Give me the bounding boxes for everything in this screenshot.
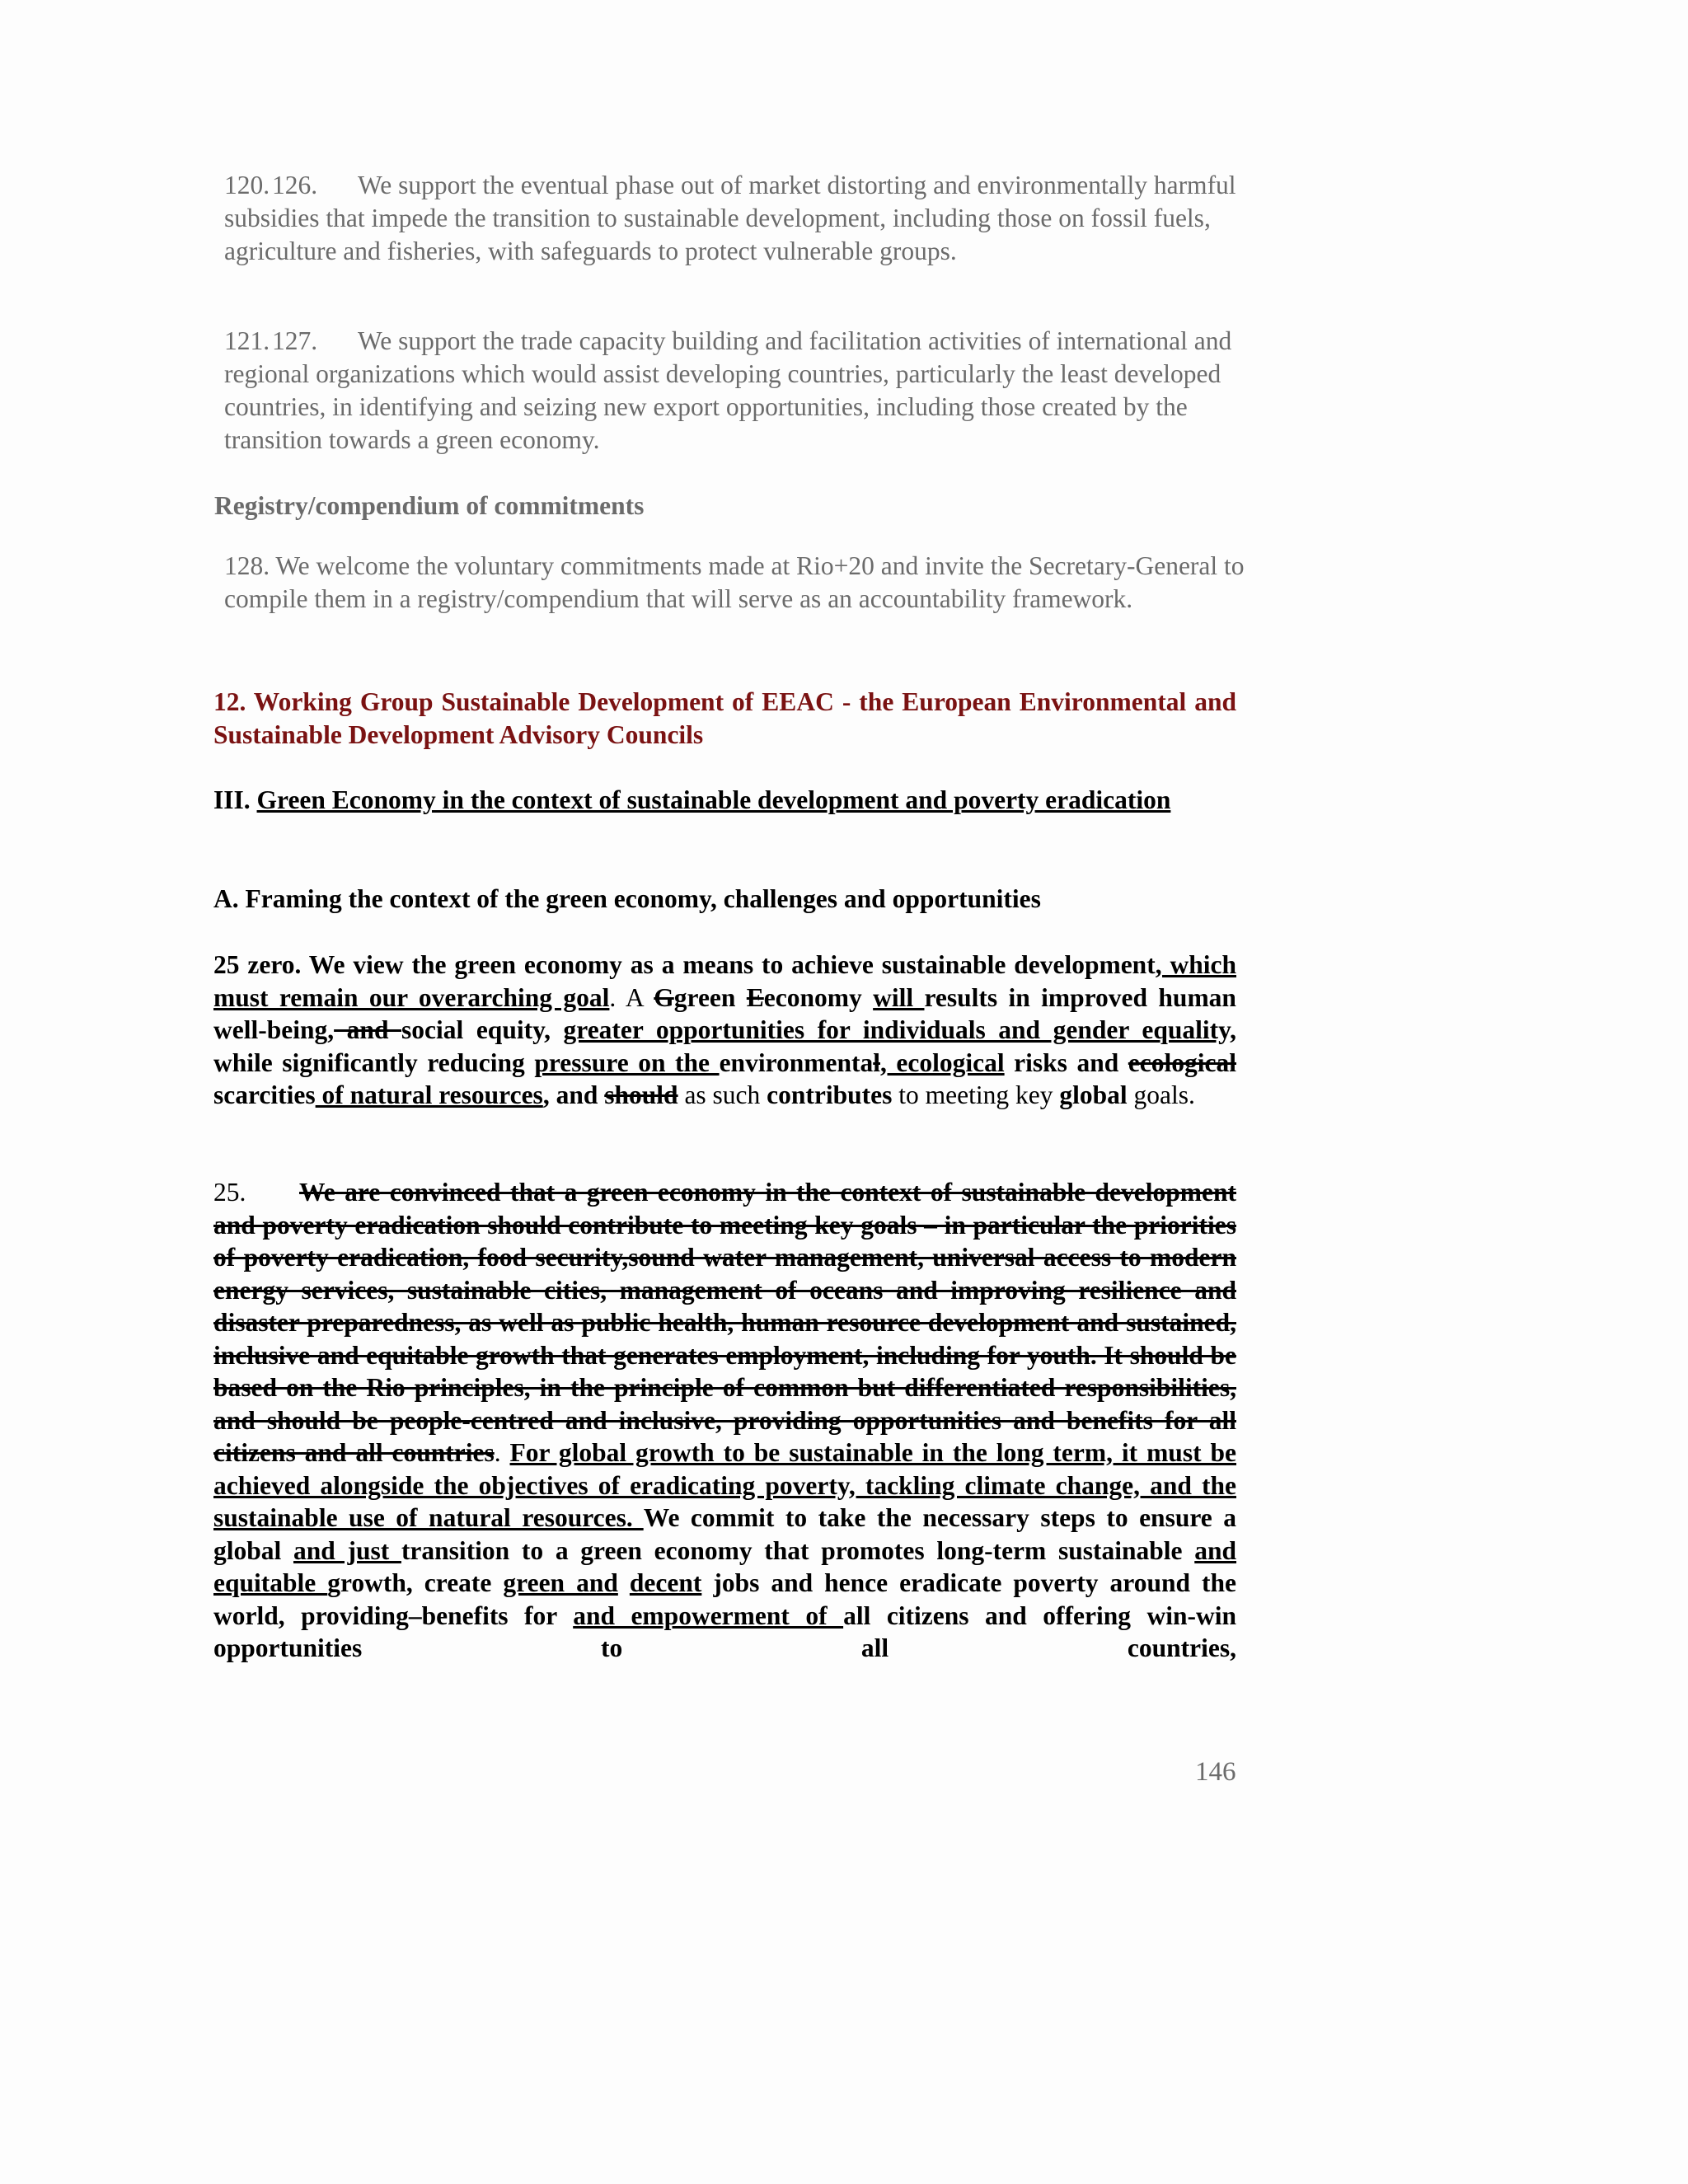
paragraph-number: 25. (213, 1178, 246, 1207)
text-run: environmenta (719, 1047, 874, 1077)
inserted-text: and just (293, 1535, 401, 1565)
text-run: transition to a green economy that promotes long-term sustainable (401, 1535, 1195, 1565)
inserted-text: green and (503, 1568, 618, 1597)
paragraph-126 (224, 169, 1246, 268)
text-run: . (494, 1438, 510, 1467)
text-run: contributes (767, 1080, 893, 1109)
paragraph-number: 126. (272, 171, 318, 199)
registry-heading: Registry/compendium of commitments (214, 491, 645, 520)
text-run: risks and (1004, 1047, 1128, 1077)
paragraph-number: 121. (224, 326, 270, 355)
text-run: jobs and hence eradicate poverty around the world, providing–benefits for (213, 1568, 1237, 1630)
inserted-text: pressure on the (534, 1047, 720, 1077)
text-run: all citizens and offering win-win opportunities to all countries, (213, 1601, 1237, 1662)
text-run: while significantly reducing (213, 1047, 535, 1077)
paragraph-number: 120. (224, 171, 270, 199)
text-run: , and (542, 1080, 605, 1109)
paragraph-number: 127. (272, 326, 318, 355)
text-run: 25 zero. We view the green economy as a means to achieve sustainable development (213, 950, 1156, 979)
paragraph-text: We support the trade capacity building and facilitation activities of international and regional organizations which would assist developing countries, particularly the least developed countries, in identifying and seizing new export opportunities, including those created by the transition towards a green economy. (224, 326, 1232, 454)
text-run: global (1059, 1080, 1128, 1109)
page-number: 146 (1195, 1757, 1236, 1787)
deleted-text: and (334, 1015, 402, 1044)
section-12-title: 12. Working Group Sustainable Development of EEAC - the European Environmental and Sustainable Development Advisory Councils (213, 687, 1236, 749)
text-run: growth, create (327, 1568, 504, 1597)
paragraph-127 (224, 325, 1246, 457)
deleted-text: E (746, 982, 764, 1012)
paragraph-25-zero (213, 949, 1236, 1112)
text-run: as such (678, 1080, 767, 1109)
heading-text: Green Economy in the context of sustainable development and poverty eradication (256, 785, 1171, 814)
deleted-text: We are convinced that a green economy in the context of sustainable development and poverty eradication should contribute to meeting key goals – in particular the priorities of poverty eradication, food security,sound water management, universal access to modern energy services, sustainable cities, management of oceans and improving resilience and disaster preparedness, as well as public health, human resource development and sustained, inclusive and equitable growth that generates employment, including for youth. It should be based on the Rio principles, in the principle of common but differentiated responsibilities, and should be people-centred and inclusive, providing opportunities and benefits for all citizens and all countries (213, 1178, 1236, 1467)
text-run: green (673, 982, 747, 1012)
inserted-text: greater opportunities for individuals and gender equality, (563, 1015, 1236, 1044)
deleted-text: G (654, 982, 674, 1012)
inserted-text: will (873, 982, 925, 1012)
inserted-text: , which must remain our overarching goal (213, 950, 1236, 1012)
paragraph-25 (213, 1176, 1236, 1665)
deleted-text: should (604, 1080, 678, 1109)
inserted-text: and empowerment of (573, 1601, 844, 1630)
heading-number: III. (213, 785, 251, 814)
text-run: to meeting key (892, 1080, 1060, 1109)
deleted-text: l (873, 1047, 880, 1077)
text-run: results in improved human well-being (213, 982, 1236, 1044)
heading-a: A. Framing the context of the green economy, challenges and opportunities (213, 884, 1041, 913)
inserted-text: , ecological (880, 1047, 1005, 1077)
inserted-text: , (327, 1015, 335, 1044)
text-run: . A (609, 982, 654, 1012)
deleted-text: ecological (1128, 1047, 1237, 1077)
inserted-text: For global growth to be sustainable in the long term, it must be achieved alongside the objectives of eradicating poverty, tackling climate change, and the sustainable use of natural resources. (213, 1438, 1236, 1532)
paragraph-text: We support the eventual phase out of market distorting and environmentally harmful subsidies that impede the transition to sustainable development, including those on fossil fuels, agriculture and fisheries, with safeguards to protect vulnerable groups. (224, 171, 1236, 265)
inserted-text: decent (629, 1568, 702, 1597)
paragraph-128: 128. We welcome the voluntary commitments made at Rio+20 and invite the Secretary-General to compile them in a registry/compendium that will serve as an accountability framework. (224, 551, 1245, 613)
text-run: scarcities (213, 1080, 316, 1109)
inserted-text: of natural resources (315, 1080, 543, 1109)
text-run: goals. (1127, 1080, 1195, 1109)
inserted-text: and equitable (213, 1535, 1237, 1597)
text-run: social equity, (401, 1015, 564, 1044)
text-run: economy (763, 982, 874, 1012)
text-run (618, 1568, 630, 1597)
text-run: We commit to take the necessary steps to ensure a global (213, 1503, 1237, 1565)
heading-iii (213, 784, 1236, 817)
